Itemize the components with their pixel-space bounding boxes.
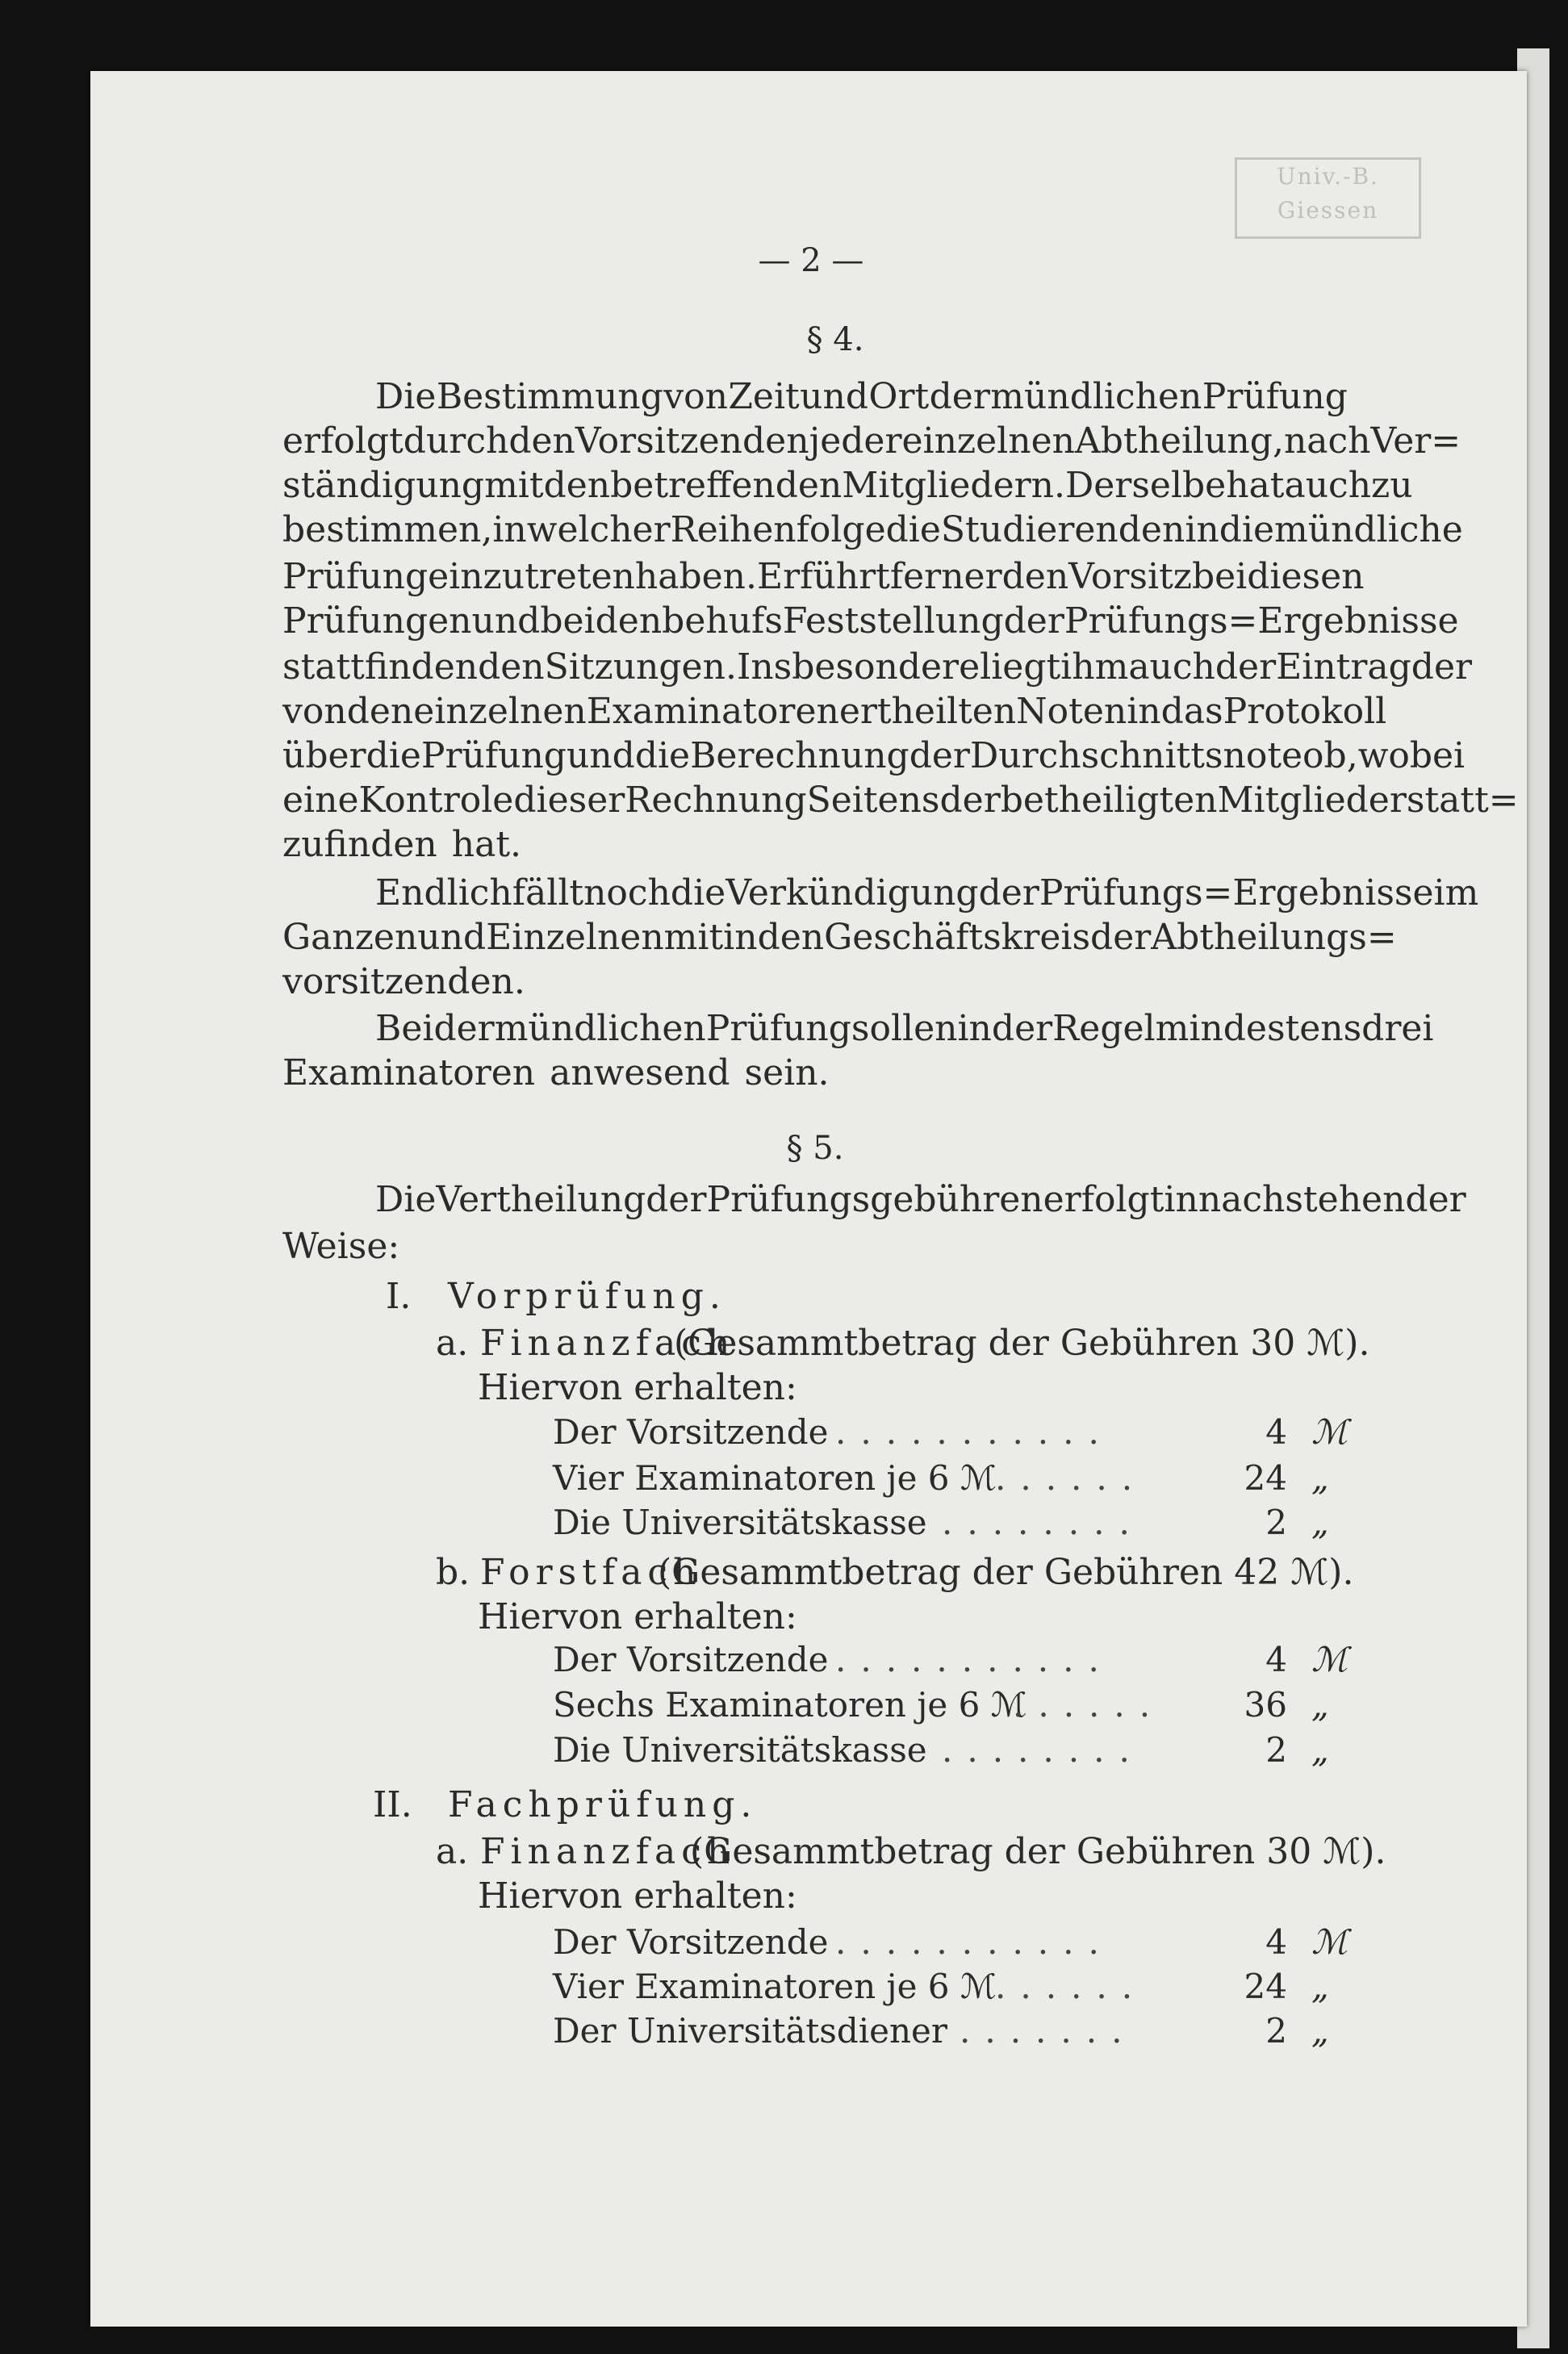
word: mündlichen: [990, 376, 1202, 417]
word: in: [723, 917, 758, 958]
word: mindestens: [1155, 1008, 1362, 1049]
text-line: [282, 508, 1463, 552]
word: ihm: [1060, 646, 1129, 688]
word: Er: [757, 556, 801, 597]
sub-receive: Hiervon erhalten:: [478, 1367, 797, 1408]
word: Einzelnen: [486, 917, 664, 958]
word: das: [1160, 691, 1223, 732]
word: Vorsitzenden: [575, 420, 809, 462]
fee-row: [553, 2009, 1360, 2053]
word: der: [929, 376, 990, 417]
fee-amount: 4: [1265, 1922, 1287, 1962]
word: jeder: [809, 420, 902, 462]
word: erfolgt: [1043, 1179, 1165, 1220]
word: vorsitzenden.: [282, 961, 525, 1002]
text-line: [282, 823, 1348, 867]
fee-amount: 36: [1244, 1685, 1287, 1725]
word: Feststellung: [782, 600, 1004, 642]
word: Berechnung: [690, 735, 909, 776]
word: statt=: [1406, 780, 1519, 821]
text-line: [282, 1052, 1348, 1095]
word: den: [595, 600, 663, 642]
text-line: [282, 555, 1365, 599]
word: eine: [282, 780, 359, 821]
word: die: [885, 509, 941, 550]
word: bei: [1191, 556, 1248, 597]
word: Derselbe: [1064, 465, 1227, 506]
word: Vorsitz: [1068, 556, 1192, 597]
word: Sitzungen.: [544, 646, 737, 688]
word: und: [471, 600, 541, 642]
word: Examinatoren: [586, 691, 839, 732]
word: Geschäftskreis: [824, 917, 1091, 958]
word: den: [543, 465, 611, 506]
part-title: Fachprüfung.: [448, 1784, 758, 1825]
part-title: Vorprüfung.: [448, 1276, 726, 1317]
word: der: [433, 1008, 495, 1049]
word: Studierenden: [940, 509, 1185, 550]
word: mündliche: [1274, 509, 1463, 550]
word: führt: [800, 556, 890, 597]
leader-dots: ........: [942, 1730, 1144, 1770]
word: drei: [1361, 1008, 1434, 1049]
word: Reihenfolge: [670, 509, 886, 550]
part-numeral: II.: [373, 1784, 412, 1825]
word: in: [957, 1008, 992, 1049]
sub-letter: a.: [436, 1831, 469, 1872]
text-line: [282, 646, 1473, 689]
word: Bei: [375, 1008, 434, 1049]
text-line: [282, 690, 1387, 734]
word: nach: [1283, 420, 1371, 462]
word: Weise:: [282, 1226, 400, 1267]
word: sollen: [851, 1008, 958, 1049]
word: Verkündigung: [725, 872, 979, 914]
fee-unit: „: [1311, 1685, 1329, 1725]
sub-letter: a.: [436, 1323, 469, 1364]
leader-dots: ........: [942, 1503, 1144, 1542]
fee-unit: ℳ: [1311, 1640, 1348, 1679]
sub-total: (Gesammtbetrag der Gebühren 30 ℳ).: [690, 1831, 1386, 1872]
page-number: — 2 —: [758, 242, 864, 279]
word: Abtheilungs=: [1151, 917, 1397, 958]
word: Prüfung: [1202, 376, 1348, 417]
fee-label: Der Universitätsdiener: [553, 2011, 947, 2051]
fee-amount: 2: [1265, 1730, 1287, 1770]
word: ob,: [1302, 735, 1358, 776]
word: Prüfung: [282, 556, 429, 597]
word: noch: [583, 872, 671, 914]
fee-unit: ℳ: [1311, 1412, 1348, 1452]
sub-name: Finanzfach: [480, 1323, 736, 1364]
word: der: [939, 780, 1001, 821]
leader-dots: ......: [1013, 1685, 1165, 1725]
word: Mitglieder: [1217, 780, 1407, 821]
word: welcher: [526, 509, 671, 550]
word: Endlich: [375, 872, 512, 914]
word: der: [978, 872, 1039, 914]
word: Prüfung: [420, 735, 567, 776]
word: den: [508, 420, 575, 462]
word: mit: [663, 917, 724, 958]
word: bestimmen,: [282, 509, 493, 550]
word: der: [646, 1179, 707, 1220]
text-line: [282, 600, 1459, 643]
word: Protokoll: [1223, 691, 1387, 732]
word: fällt: [512, 872, 584, 914]
fee-amount: 24: [1244, 1967, 1287, 2006]
section-4-heading: § 4.: [806, 321, 864, 358]
word: die: [670, 872, 726, 914]
fee-amount: 4: [1265, 1640, 1287, 1679]
word: im: [1433, 872, 1479, 914]
word: Rechnung: [625, 780, 807, 821]
word: ferner: [889, 556, 1002, 597]
word: Seitens: [806, 780, 940, 821]
word: auch: [1284, 465, 1372, 506]
text-line: [375, 375, 1348, 419]
word: Die: [375, 376, 437, 417]
leader-dots: ...........: [835, 1922, 1114, 1962]
word: durch: [403, 420, 509, 462]
word: Examinatoren: [282, 1052, 536, 1093]
fee-label: Vier Examinatoren je 6 ℳ: [553, 1458, 997, 1498]
word: einzutreten: [428, 556, 635, 597]
word: auch: [1128, 646, 1215, 688]
word: anwesend: [550, 1052, 730, 1093]
text-line: [282, 1225, 1348, 1269]
word: zu: [1371, 465, 1413, 506]
word: betheiligten: [1000, 780, 1218, 821]
word: der: [991, 1008, 1053, 1049]
word: liegt: [980, 646, 1061, 688]
text-line: [282, 734, 1466, 778]
word: der: [909, 735, 970, 776]
fee-label: Die Universitätskasse: [553, 1503, 927, 1542]
fee-row: [553, 1683, 1360, 1727]
text-line: [375, 1178, 1466, 1222]
text-line: [282, 779, 1519, 822]
fee-row: [553, 1729, 1360, 1772]
word: den: [1001, 556, 1069, 597]
word: ertheilten: [838, 691, 1017, 732]
word: wobei: [1357, 735, 1466, 776]
fee-row: [553, 1457, 1360, 1500]
word: nachstehender: [1198, 1179, 1466, 1220]
word: die: [366, 735, 421, 776]
word: Prüfungen: [282, 600, 472, 642]
word: ständigung: [282, 465, 485, 506]
word: Insbesondere: [736, 646, 981, 688]
word: hat: [1226, 465, 1285, 506]
text-line: [375, 1007, 1434, 1051]
leader-dots: ...........: [835, 1412, 1114, 1452]
word: Vertheilung: [436, 1179, 646, 1220]
sub-name: Forstfach: [480, 1552, 702, 1593]
word: einzelnen: [901, 420, 1075, 462]
part-numeral: I.: [386, 1276, 412, 1317]
fee-unit: „: [1311, 2011, 1329, 2051]
text-line: [282, 960, 1348, 1004]
word: zufinden: [282, 824, 437, 865]
fee-row: [553, 1501, 1360, 1545]
word: Ort: [868, 376, 930, 417]
fee-unit: ℳ: [1311, 1922, 1348, 1962]
fee-amount: 2: [1265, 2011, 1287, 2051]
fee-label: Der Vorsitzende: [553, 1922, 829, 1962]
word: über: [282, 735, 366, 776]
word: Eintrag: [1276, 646, 1411, 688]
text-line: [282, 420, 1461, 463]
word: Prüfungs=Ergebnisse: [1064, 600, 1459, 642]
leader-dots: .......: [960, 2011, 1137, 2051]
word: bei: [540, 600, 596, 642]
word: hat.: [451, 824, 521, 865]
word: behufs: [662, 600, 783, 642]
word: der: [1090, 917, 1152, 958]
section-5-heading: § 5.: [786, 1130, 844, 1167]
word: der: [1215, 646, 1277, 688]
word: in: [1127, 691, 1161, 732]
sub-total: (Gesammtbetrag der Gebühren 30 ℳ).: [674, 1323, 1370, 1364]
word: der: [1411, 646, 1473, 688]
word: und: [800, 376, 868, 417]
leader-dots: ......: [995, 1458, 1148, 1498]
text-line: [375, 872, 1479, 915]
word: Mitgliedern.: [842, 465, 1065, 506]
fee-unit: „: [1311, 1730, 1329, 1770]
sub-receive: Hiervon erhalten:: [478, 1875, 797, 1917]
word: Die: [375, 1179, 437, 1220]
word: diesen: [1247, 556, 1365, 597]
fee-label: Vier Examinatoren je 6 ℳ: [553, 1967, 997, 2006]
word: in: [1185, 509, 1219, 550]
leader-dots: ......: [995, 1967, 1148, 2006]
fee-label: Der Vorsitzende: [553, 1640, 829, 1679]
sub-letter: b.: [436, 1552, 470, 1593]
word: und: [417, 917, 487, 958]
word: in: [1164, 1179, 1198, 1220]
word: Prüfungsgebühren: [706, 1179, 1043, 1220]
word: haben.: [634, 556, 757, 597]
leader-dots: ...........: [835, 1640, 1114, 1679]
word: und: [566, 735, 635, 776]
sub-name: Finanzfach: [480, 1831, 736, 1872]
fee-row: [553, 1965, 1360, 2009]
word: Prüfung: [705, 1008, 851, 1049]
word: von: [663, 376, 728, 417]
word: erfolgt: [282, 420, 403, 462]
word: betreffenden: [610, 465, 843, 506]
fee-amount: 2: [1265, 1503, 1287, 1542]
word: Noten: [1016, 691, 1127, 732]
word: Abtheilung,: [1074, 420, 1284, 462]
word: den: [346, 691, 414, 732]
fee-label: Die Universitätskasse: [553, 1730, 927, 1770]
fee-amount: 24: [1244, 1458, 1287, 1498]
fee-unit: „: [1311, 1503, 1329, 1542]
word: Zeit: [728, 376, 800, 417]
fee-label: Sechs Examinatoren je 6 ℳ: [553, 1685, 1027, 1725]
sub-receive: Hiervon erhalten:: [478, 1596, 797, 1637]
word: Ganzen: [282, 917, 418, 958]
word: mit: [484, 465, 544, 506]
word: stattfindenden: [282, 646, 545, 688]
word: die: [634, 735, 691, 776]
word: Ver=: [1370, 420, 1461, 462]
word: einzelnen: [413, 691, 587, 732]
fee-unit: „: [1311, 1458, 1329, 1498]
word: Durchschnittsnote: [969, 735, 1303, 776]
word: dieser: [513, 780, 625, 821]
word: Bestimmung: [436, 376, 663, 417]
sub-total: (Gesammtbetrag der Gebühren 42 ℳ).: [658, 1552, 1354, 1593]
word: von: [282, 691, 347, 732]
word: Regel: [1052, 1008, 1156, 1049]
word: der: [1003, 600, 1064, 642]
text-line: [282, 464, 1413, 508]
word: mündlichen: [494, 1008, 706, 1049]
library-stamp: Univ.-B. Giessen: [1235, 157, 1421, 239]
word: den: [757, 917, 825, 958]
word: sein.: [744, 1052, 830, 1093]
text-line: [282, 916, 1397, 960]
fee-row: [553, 1921, 1360, 1964]
fee-amount: 4: [1265, 1412, 1287, 1452]
word: Kontrole: [358, 780, 514, 821]
fee-unit: „: [1311, 1967, 1329, 2006]
fee-label: Der Vorsitzende: [553, 1412, 829, 1452]
fee-row: [553, 1411, 1360, 1454]
word: die: [1219, 509, 1275, 550]
fee-row: [553, 1638, 1360, 1682]
word: Prüfungs=Ergebnisse: [1039, 872, 1434, 914]
word: in: [492, 509, 527, 550]
